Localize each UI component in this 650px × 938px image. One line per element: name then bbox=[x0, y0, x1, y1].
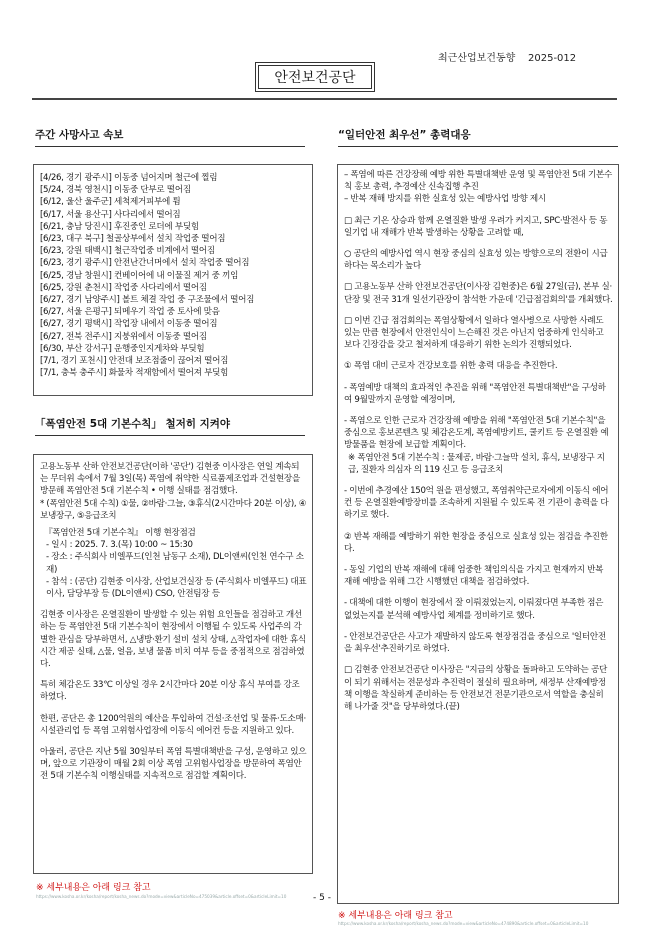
article-paragraph: - 참석 : (공단) 김현중 이사장, 산업보건실장 등 (주식회사 비엘푸드) 대표이사, 담당부장 등 (DL이앤씨) CSO, 안전팀장 등 bbox=[46, 576, 307, 600]
detail-link-note-right: ※ 세부내용은 아래 링크 참고 bbox=[338, 911, 453, 921]
accident-item: [6/12, 울산 울주군] 세척제거피부에 튐 bbox=[40, 197, 181, 208]
page-title: 안전보건공단 bbox=[274, 70, 356, 86]
accidents-list bbox=[33, 164, 313, 396]
accident-item: [6/17, 서울 용산구] 사다리에서 떨어짐 bbox=[40, 209, 181, 220]
article-paragraph: - 폭염예방 대책의 효과적인 추진을 위해 "폭염안전 특별대책반"을 구성하여 9월말까지 운영할 예정이며, bbox=[344, 382, 606, 405]
article-paragraph: - 폭염으로 인한 근로자 건강장해 예방을 위해 "폭염안전 5대 기본수칙"을 중심으로 홍보콘텐츠 및 체감온도계, 폭염예방키트, 쿨키트 등 온열질환 예방물품을 현장에 보급할 계획이다. bbox=[344, 416, 609, 451]
article-paragraph: * (폭염안전 5대 수칙) ①물, ②바람·그늘, ③휴식(2시간마다 20분 이상), ④보냉장구, ⑤응급조치 bbox=[40, 498, 307, 521]
accident-item: [6/27, 서울 은평구] 되메우기 작업 중 토사에 맞음 bbox=[40, 307, 220, 318]
article-paragraph: - 동일 기업의 반복 재해에 대해 엄중한 책임의식을 가지고 현재까지 반복 재해 예방을 위해 그간 시행했던 대책을 점검하였다. bbox=[344, 565, 604, 588]
accident-item: [7/1, 충북 충주시] 화물차 적재함에서 떨어져 부딪힘 bbox=[40, 368, 229, 379]
article-paragraph: – 반복 재해 방지를 위한 실효성 있는 예방사업 방향 제시 bbox=[344, 194, 546, 205]
header-divider bbox=[32, 98, 617, 100]
article-paragraph: □ 최근 기온 상승과 함께 온열질환 발생 우려가 커지고, SPC·발전사 등 동일기업 내 재해가 반복 발생하는 상황을 고려할 때, bbox=[344, 215, 608, 238]
article-paragraph: 아울러, 공단은 지난 5월 30일부터 폭염 특별대책반을 구성, 운영하고 있으며, 앞으로 기관장이 매월 2회 이상 폭염 고위험사업장을 방문하여 폭염안전 5대 기본수칙 이행실태를 지속적으로 점검할 계획이다. bbox=[40, 747, 307, 782]
fire-safety-article bbox=[337, 164, 619, 904]
article-paragraph: □ 김현중 안전보건공단 이사장은 "지금의 상황을 돌파하고 도약하는 공단이 되기 위해서는 전문성과 추진력이 절실히 필요하며, 새정부 산재예방정책 이행을 착실하게 준비하는 등 안전보건 전문기관으로서 역할을 충실히 해 나가줄 것"을 당부하였다.(끝) bbox=[344, 665, 607, 712]
article-paragraph: - 이번에 추경예산 150억 원을 편성했고, 폭염취약근로자에게 이동식 에어컨 등 온열질환예방장비를 조속하게 지원될 수 있도록 전 기관이 총력을 다하기로 했다. bbox=[344, 486, 609, 521]
article-link-right[interactable]: https://www.kosha.or.kr/kosha/report/kosha_news.do?mode=view&articleNo=474890&article.offset=0&articleLimit=10 bbox=[338, 921, 589, 926]
article-paragraph: 특히 체감온도 33℃ 이상일 경우 2시간마다 20분 이상 휴식 부여를 강조하였다. bbox=[40, 680, 300, 703]
title-box-inner-border bbox=[258, 65, 372, 89]
accident-item: [6/27, 전북 전주시] 지붕위에서 이동중 떨어짐 bbox=[40, 331, 207, 342]
report-issue: 2025-012 bbox=[528, 53, 577, 64]
article-paragraph: - 안전보건공단은 사고가 재발하지 않도록 현장점검을 중심으로 '일터안전을 최우선'추진하기로 하였다. bbox=[344, 631, 606, 655]
accident-item: [6/23, 강원 태백시] 철근작업중 비계에서 떨어짐 bbox=[40, 246, 215, 257]
article-paragraph: ① 폭염 대비 근로자 건강보호를 위한 총력 대응을 추진한다. bbox=[344, 361, 558, 372]
article-paragraph: 김현중 이사장은 온열질환이 발생할 수 있는 위험 요인들을 점검하고 개선하는 등 폭염안전 5대 기본수칙이 현장에서 이행될 수 있도록 사업주의 각별한 관심을 당부하면서, △냉방·환기 설비 설치 상태, △작업자에 대한 휴식시간 제공 실태, △물, 얼음, 보냉 물품 비치 여부 등을 중점적으로 점검하였다. bbox=[40, 610, 306, 670]
accident-item: [7/1, 경기 포천시] 안전대 보조점줄이 끊어져 떨어짐 bbox=[40, 356, 229, 367]
article-paragraph: □ 이번 긴급 점검회의는 폭염상황에서 일하다 열사병으로 사망한 사례도 있는 만큼 현장에서 안전인식이 느슨해진 것은 아닌지 엄중하게 인식하고 보다 긴장감을 갖고 철저하게 대응하기 위한 논의가 진행되었다. bbox=[344, 315, 604, 351]
accident-item: [6/21, 충남 당진시] 후진중인 로더에 부딪힘 bbox=[40, 221, 199, 232]
heat-rules-article bbox=[33, 454, 313, 874]
accident-item: [6/25, 경남 창원시] 컨베이어에 내 이물질 제거 중 끼임 bbox=[40, 270, 239, 281]
article-paragraph: 고용노동부 산하 안전보건공단(이하 '공단') 김현중 이사장은 연일 계속되는 무더위 속에서 7월 3일(목) 폭염에 취약한 식료품제조업과 건설현장을 방문해 폭염안전 5대 기본수칙 • 이행 실태를 점검했다. bbox=[40, 462, 300, 497]
accident-item: [6/25, 강원 춘천시] 작업중 사다리에서 떨어짐 bbox=[40, 282, 207, 293]
report-source: 최근산업보건동향 bbox=[438, 53, 516, 64]
heat-rules-heading: 「폭염안전 5대 기본수칙」 철저히 지켜야 bbox=[35, 416, 305, 436]
accident-item: [6/27, 경기 남양주시] 볼트 체결 작업 중 구조물에서 떨어짐 bbox=[40, 295, 255, 306]
page-title-box bbox=[255, 62, 375, 92]
report-header bbox=[438, 49, 576, 64]
article-paragraph: ※ 폭염안전 5대 기본수칙 : 물제공, 바람·그늘막 설치, 휴식, 보냉장구 지급, 질환자 의심자 의 119 신고 등 응급조치 bbox=[348, 452, 605, 475]
article-paragraph: - 장소 : 주식회사 비엘푸드(인천 남동구 소재), DL이앤씨(인천 연수구 소재) bbox=[46, 552, 304, 575]
article-paragraph: ○ 공단의 예방사업 역시 현장 중심의 실효성 있는 방향으로의 전환이 시급하다는 목소리가 높다 bbox=[344, 249, 608, 272]
accident-item: [6/30, 부산 강서구] 운행중인지게차와 부딪힘 bbox=[40, 343, 205, 354]
detail-link-note-left: ※ 세부내용은 아래 링크 참고 bbox=[36, 883, 151, 893]
article-paragraph: 한편, 공단은 총 1200억원의 예산을 투입하여 건설·조선업 및 물류·도소매·시설관리업 등 폭염 고위험사업장에 이동식 에어컨 등을 지원하고 있다. bbox=[40, 713, 306, 736]
page-number: - 5 - bbox=[313, 893, 331, 903]
accident-item: [6/23, 대구 북구] 철골상부에서 설치 작업중 떨어짐 bbox=[40, 234, 226, 245]
accident-item: [5/24, 경북 영천시] 이동중 단부로 떨어짐 bbox=[40, 185, 191, 196]
article-paragraph: - 일시 : 2025. 7. 3.(목) 10:00 ~ 15:30 bbox=[46, 540, 193, 551]
article-paragraph: □ 고용노동부 산하 안전보건공단(이사장 김현중)은 6월 27일(금), 본부 실·단장 및 전국 31개 일선기관장이 참석한 가운데 '긴급점검회의'를 개최했다. bbox=[344, 282, 613, 305]
article-paragraph: - 대책에 대한 이행이 현장에서 잘 이뤄졌었는지, 이뤄졌다면 부족한 점은 없었는지를 분석해 예방사업 체계를 정비하기로 했다. bbox=[344, 598, 604, 621]
accident-item: [6/23, 경기 광주시] 안전난간너머에서 설치 작업중 떨어짐 bbox=[40, 258, 250, 269]
article-paragraph: – 폭염에 따른 건강장해 예방 위한 특별대책반 운영 및 폭염안전 5대 기본수칙 홍보 총력, 추경예산 신속집행 추진 bbox=[344, 170, 612, 193]
accident-item: [6/27, 경기 평택시] 작업장 내에서 이동중 떨어짐 bbox=[40, 319, 218, 330]
article-paragraph: ② 반복 재해를 예방하기 위한 현장을 중심으로 실효성 있는 점검을 추진한다. bbox=[344, 531, 608, 554]
article-link-left[interactable]: https://www.kosha.or.kr/kosha/report/kosha_news.do?mode=view&articleNo=475039&article.offset=0&articleLimit=10 bbox=[36, 894, 287, 899]
accidents-heading: 주간 사망사고 속보 bbox=[35, 127, 305, 147]
accident-item: [4/26, 경기 광주시] 이동중 넘어지며 철근에 찔림 bbox=[40, 173, 218, 183]
fire-safety-heading: “일터안전 최우선” 총력대응 bbox=[338, 127, 618, 147]
article-paragraph: 『폭염안전 5대 기본수칙』 이행 현장점검 bbox=[44, 528, 196, 539]
